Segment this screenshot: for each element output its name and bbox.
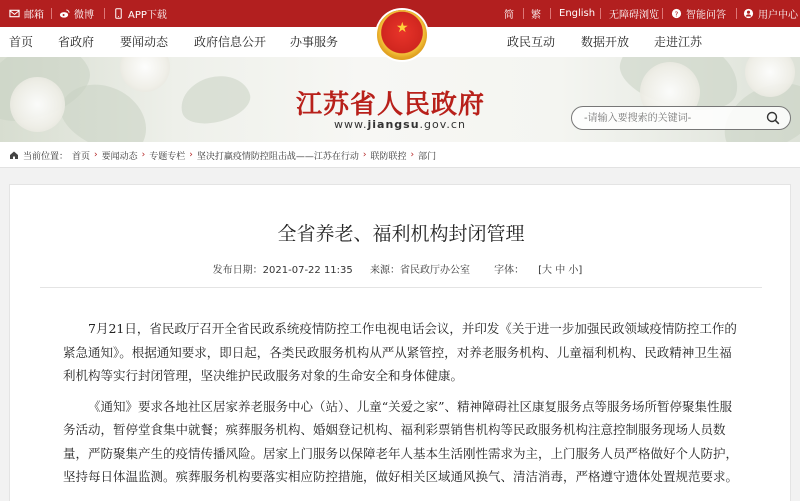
breadcrumb-prefix: 当前位置： [23, 151, 69, 162]
simplified-label: 简 [504, 10, 514, 21]
nav-news[interactable]: 要闻动态 [120, 35, 169, 49]
english-label: English [559, 8, 596, 19]
svg-text:?: ? [674, 9, 679, 19]
article-paragraph: 7月21日，省民政厅召开全省民政系统疫情防控工作电视电话会议，并印发《关于进一步加强民政领域疫情防控工作的紧急通知》。根据通知要求，即日起，各类民政服务机构从严从紧管控，对养老服务机构、儿童福利机构、民政精神卫生福利机构等实行封闭管理，坚决维护民政服务对象的生命安全和身体健康。 [63, 321, 737, 383]
article-paragraph: 《通知》要求各地社区居家养老服务中心（站）、儿童“关爱之家”、精神障碍社区康复服务点等服务场所暂停聚集性服务活动，暂停堂食集中就餐；殡葬服务机构、婚姻登记机构、福利彩票销售机构等民政服务机构注意控制服务现场人员数量，严防聚集产生的疫情传播风险。居家上门服务以保障老年人基本生活刚性需求为主，上门服务人员严格做好个人防护，坚持每日体温监测。殡葬服务机构要落实相应防控措施，做好相关区域通风换气、清洁消毒，严格遵守遗体处置规范要求。 [63, 398, 739, 484]
app-download-link[interactable] [113, 0, 167, 27]
smart-qa-label: 智能问答 [686, 10, 726, 21]
site-title: 江苏省人民政府 [296, 90, 486, 120]
article-meta [10, 261, 792, 276]
publish-date: 发布日期：2021-07-22 11:35 [212, 265, 353, 276]
nav-home[interactable]: 首页 [9, 35, 34, 49]
search-box [571, 106, 791, 130]
breadcrumb-item-joint-control[interactable]: 联防联控 [370, 151, 407, 162]
font-size-options[interactable]: [大 中 小] [538, 265, 583, 276]
breadcrumb-item-news[interactable]: 要闻动态 [101, 151, 138, 162]
article-source: 来源：省民政厅办公室 [369, 265, 470, 276]
app-download-label: APP下载 [128, 10, 167, 21]
national-emblem-logo: ★ [377, 10, 427, 60]
breadcrumb-item-departments[interactable]: 部门 [418, 151, 437, 162]
meta-divider [40, 287, 762, 288]
nav-about-jiangsu[interactable]: 走进江苏 [654, 35, 703, 49]
simplified-chinese-link[interactable] [504, 0, 514, 27]
traditional-chinese-link[interactable] [531, 0, 541, 27]
article-body [63, 317, 743, 496]
user-icon [743, 8, 754, 19]
english-link[interactable] [559, 0, 595, 27]
search-icon[interactable] [766, 111, 780, 125]
user-center-label: 用户中心 [758, 10, 798, 21]
weibo-label: 微博 [74, 10, 94, 21]
breadcrumb-item-topics[interactable]: 专题专栏 [149, 151, 186, 162]
weibo-icon [59, 8, 70, 19]
nav-provincial-gov[interactable]: 省政府 [58, 35, 95, 49]
accessibility-link[interactable] [609, 0, 659, 27]
accessibility-label: 无障碍浏览 [609, 10, 659, 21]
article-title: 全省养老、福利机构封闭管理 [277, 223, 525, 245]
nav-services[interactable]: 办事服务 [290, 35, 339, 49]
traditional-label: 繁 [531, 10, 541, 21]
mail-label: 邮箱 [24, 10, 44, 21]
help-icon [671, 8, 682, 19]
nav-open-data[interactable]: 数据开放 [581, 35, 630, 49]
mail-icon [9, 8, 20, 19]
user-center-link[interactable] [743, 0, 798, 27]
home-icon [9, 150, 19, 160]
breadcrumb: 当前位置： 首页 › 要闻动态 › 专题专栏 › 坚决打赢疫情防控阻击战——江苏在行动 › 联防联控 › 部门 [0, 142, 800, 168]
breadcrumb-item-home[interactable]: 首页 [72, 151, 91, 162]
nav-interaction[interactable]: 政民互动 [507, 35, 556, 49]
mail-link[interactable] [9, 0, 44, 27]
font-size-control [487, 265, 589, 276]
site-url: www.jiangsu.gov.cn [334, 118, 466, 131]
phone-icon [113, 8, 124, 19]
weibo-link[interactable] [59, 0, 94, 27]
article-panel [9, 184, 791, 501]
smart-qa-link[interactable] [671, 0, 726, 27]
breadcrumb-item-epidemic-topic[interactable]: 坚决打赢疫情防控阻击战——江苏在行动 [196, 151, 359, 162]
nav-gov-info[interactable]: 政府信息公开 [194, 35, 267, 49]
search-input[interactable] [584, 110, 764, 126]
font-size-label: 字体： [494, 265, 525, 276]
